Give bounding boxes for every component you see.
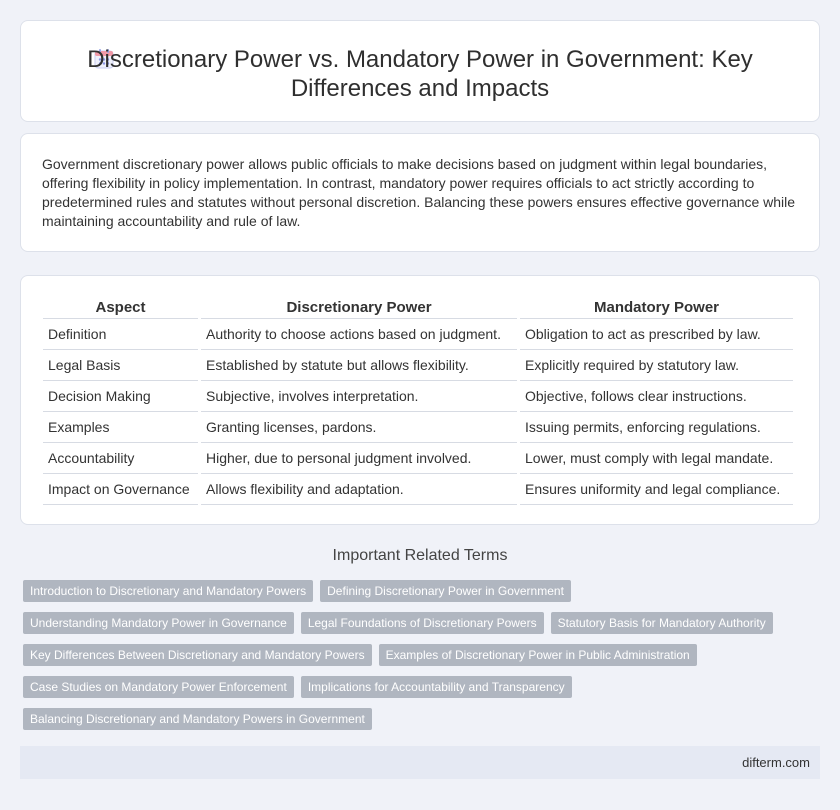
related-terms-list <box>23 580 803 740</box>
row-discretionary: Established by statute but allows flexibility. <box>201 350 517 381</box>
related-term-link[interactable]: Statutory Basis for Mandatory Authority <box>551 612 773 634</box>
row-discretionary: Granting licenses, pardons. <box>201 412 517 443</box>
row-discretionary: Subjective, involves interpretation. <box>201 381 517 412</box>
table-row <box>43 474 793 505</box>
row-mandatory: Ensures uniformity and legal compliance. <box>520 474 793 505</box>
table-row <box>43 443 793 474</box>
comparison-table <box>43 296 793 505</box>
header-discretionary: Discretionary Power <box>201 296 517 319</box>
row-mandatory: Objective, follows clear instructions. <box>520 381 793 412</box>
title-card <box>20 20 820 122</box>
header-aspect: Aspect <box>43 296 198 319</box>
row-discretionary: Higher, due to personal judgment involved. <box>201 443 517 474</box>
footer <box>20 746 820 779</box>
table-row <box>43 350 793 381</box>
related-term-link[interactable]: Key Differences Between Discretionary and Mandatory Powers <box>23 644 372 666</box>
related-term-link[interactable]: Legal Foundations of Discretionary Powers <box>301 612 544 634</box>
site-link[interactable]: difterm.com <box>742 755 810 770</box>
related-term-link[interactable]: Balancing Discretionary and Mandatory Powers in Government <box>23 708 372 730</box>
table-row <box>43 319 793 350</box>
related-term-link[interactable]: Defining Discretionary Power in Government <box>320 580 571 602</box>
table-row <box>43 381 793 412</box>
row-aspect: Impact on Governance <box>43 474 198 505</box>
row-discretionary: Allows flexibility and adaptation. <box>201 474 517 505</box>
row-mandatory: Lower, must comply with legal mandate. <box>520 443 793 474</box>
row-aspect: Examples <box>43 412 198 443</box>
page-title: Discretionary Power vs. Mandatory Power in Government: Key Differences and Impacts <box>87 46 753 102</box>
row-mandatory: Issuing permits, enforcing regulations. <box>520 412 793 443</box>
related-term-link[interactable]: Case Studies on Mandatory Power Enforcement <box>23 676 294 698</box>
table-header-row <box>43 296 793 319</box>
row-aspect: Decision Making <box>43 381 198 412</box>
row-discretionary: Authority to choose actions based on judgment. <box>201 319 517 350</box>
header-mandatory: Mandatory Power <box>520 296 793 319</box>
row-mandatory: Obligation to act as prescribed by law. <box>520 319 793 350</box>
related-term-link[interactable]: Introduction to Discretionary and Mandatory Powers <box>23 580 313 602</box>
related-term-link[interactable]: Implications for Accountability and Transparency <box>301 676 572 698</box>
related-terms-heading: Important Related Terms <box>332 547 508 564</box>
related-term-link[interactable]: Examples of Discretionary Power in Public Administration <box>379 644 697 666</box>
row-aspect: Accountability <box>43 443 198 474</box>
intro-paragraph: Government discretionary power allows public officials to make decisions based on judgment within legal boundaries, offering flexibility in policy implementation. In contrast, mandatory power requires officials to act strictly according to predetermined rules and statutes without personal discretion. Balancing these powers ensures effective governance while maintaining accountability and rule of law. <box>42 156 796 229</box>
comparison-card <box>20 275 820 525</box>
intro-card <box>20 133 820 252</box>
row-aspect: Legal Basis <box>43 350 198 381</box>
row-mandatory: Explicitly required by statutory law. <box>520 350 793 381</box>
row-aspect: Definition <box>43 319 198 350</box>
table-row <box>43 412 793 443</box>
related-term-link[interactable]: Understanding Mandatory Power in Governance <box>23 612 294 634</box>
